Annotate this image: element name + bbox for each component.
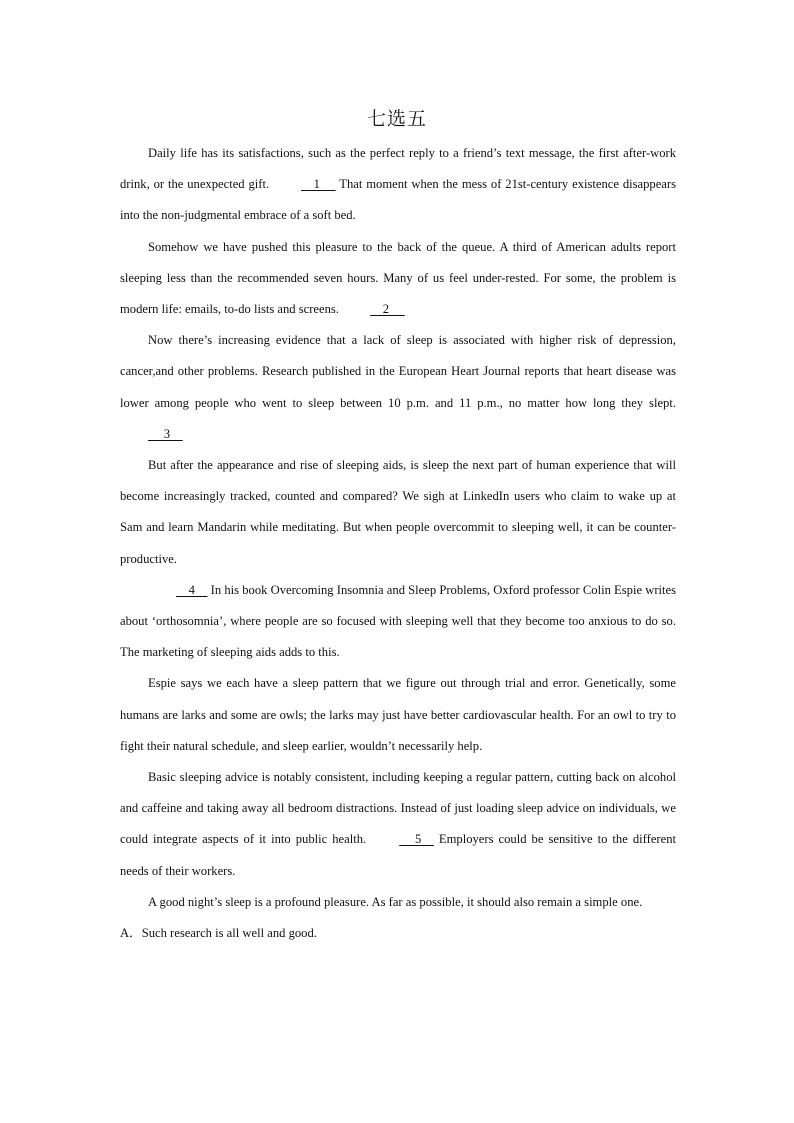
blank-3: 3 [148,426,183,441]
paragraph-text: Espie says we each have a sleep pattern that we figure out through trial and error. Genetically, some humans are larks and some are owls; the larks may just have better cardiovascular health. For an owl to try to fight their natural schedule, and sleep earlier, wouldn’t necessarily help. [120,676,676,753]
page-title: 七选五 [366,109,427,130]
paragraph-text: Basic sleeping advice is notably consistent, including keeping a regular pattern, cutting back on alcohol and caffeine and taking away all bedroom distractions. Instead of just loading sleep advice on individuals, we could integrate aspects of it into public health. [120,770,676,847]
paragraph-text: But after the appearance and rise of sleeping aids, is sleep the next part of human experience that will become increasingly tracked, counted and compared? We sigh at LinkedIn users who claim to wake up at Sam and learn Mandarin while meditating. But when people overcommit to sleeping well, it can be counter-productive. [120,458,676,566]
paragraph-text: Now there’s increasing evidence that a lack of sleep is associated with higher risk of depression, cancer,and other problems. Research published in the European Heart Journal reports that heart disease was lower among people who went to sleep between 10 p.m. and 11 p.m., no matter how long they slept. [120,333,676,410]
paragraph-5 [120,575,676,669]
paragraph-text: Daily life has its satisfactions, such as the perfect reply to a friend’s text message, the first after-work drink, or the unexpected gift. [120,146,676,192]
blank-1: 1 [301,177,336,192]
blank-5: 5 [399,832,434,847]
option-letter: A． [120,926,142,941]
paragraph-7 [120,762,676,887]
paragraph-text: In his book Overcoming Insomnia and Sleep Problems, Oxford professor Colin Espie writes about ‘orthosomnia’, where people are so focused with sleeping well that they become too anxious to do so. The marketing of sleeping aids adds to this. [120,582,676,660]
paragraph-4 [120,450,676,575]
paragraph-text: Somehow we have pushed this pleasure to the back of the queue. A third of American adults report sleeping less than the recommended seven hours. Many of us feel under-rested. For some, the problem is modern life: emails, to-do lists and screens. [120,239,676,317]
paragraph-text: That moment when the mess of 21st-century existence disappears into the non-judgmental embrace of a soft bed. [120,177,676,223]
blank-2: 2 [370,302,405,317]
paragraph-3 [120,325,676,450]
blank-4: 4 [176,582,208,597]
paragraph-6 [120,668,676,762]
paragraph-8 [120,887,676,918]
paragraph-text: Employers could be sensitive to the different needs of their workers. [120,832,676,878]
paragraph-text: A good night’s sleep is a profound pleasure. As far as possible, it should also remain a simple one. [148,894,643,909]
paragraph-1 [120,138,676,232]
option-text: Such research is all well and good. [141,926,317,941]
passage [120,138,676,949]
paragraph-2 [120,232,676,326]
option-a [120,918,676,949]
